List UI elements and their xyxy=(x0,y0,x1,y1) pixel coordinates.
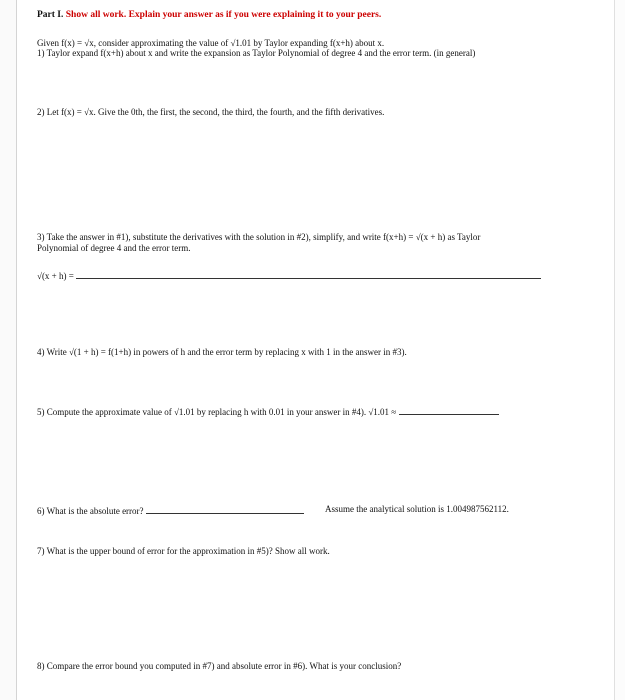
question-4: 4) Write √(1 + h) = f(1+h) in powers of h and the error term by replacing x with 1 in the answer in #3). xyxy=(37,347,407,357)
question-2: 2) Let f(x) = √x. Give the 0th, the first, the second, the third, the fourth, and the fifth derivatives. xyxy=(37,107,385,117)
question-3-answer xyxy=(37,269,541,282)
answer-blank-6[interactable] xyxy=(146,504,304,514)
question-5-text: 5) Compute the approximate value of √1.01 by replacing h with 0.01 in your answer in #4). √1.01 ≈ xyxy=(37,407,397,417)
question-6 xyxy=(37,504,304,517)
answer-blank-5[interactable] xyxy=(399,405,499,415)
question-5 xyxy=(37,405,499,418)
part-instruction: Show all work. Explain your answer as if you were explaining it to your peers. xyxy=(65,10,382,20)
part-label: Part I. xyxy=(37,10,64,20)
intro-given: Given f(x) = √x, consider approximating the value of √1.01 by Taylor expanding f(x+h) about x. xyxy=(37,38,385,48)
question-8: 8) Compare the error bound you computed in #7) and absolute error in #6). What is your conclusion? xyxy=(37,661,402,671)
answer-prefix: √(x + h) = xyxy=(37,271,74,281)
part-header xyxy=(37,10,381,21)
question-3-line-1: 3) Take the answer in #1), substitute the derivatives with the solution in #2), simplify, and write f(x+h) = √(x + h) as Taylor xyxy=(37,232,481,242)
analytical-solution-note: Assume the analytical solution is 1.004987562112. xyxy=(325,504,509,514)
question-3-line-2: Polynomial of degree 4 and the error term. xyxy=(37,243,191,253)
answer-blank-3[interactable] xyxy=(76,269,541,279)
question-1: 1) Taylor expand f(x+h) about x and write the expansion as Taylor Polynomial of degree 4 and the error term. (in general) xyxy=(37,48,476,58)
question-7: 7) What is the upper bound of error for the approximation in #5)? Show all work. xyxy=(37,546,330,556)
question-6-text: 6) What is the absolute error? xyxy=(37,506,144,516)
page-right-edge xyxy=(614,0,625,700)
page-left-edge xyxy=(0,0,17,700)
